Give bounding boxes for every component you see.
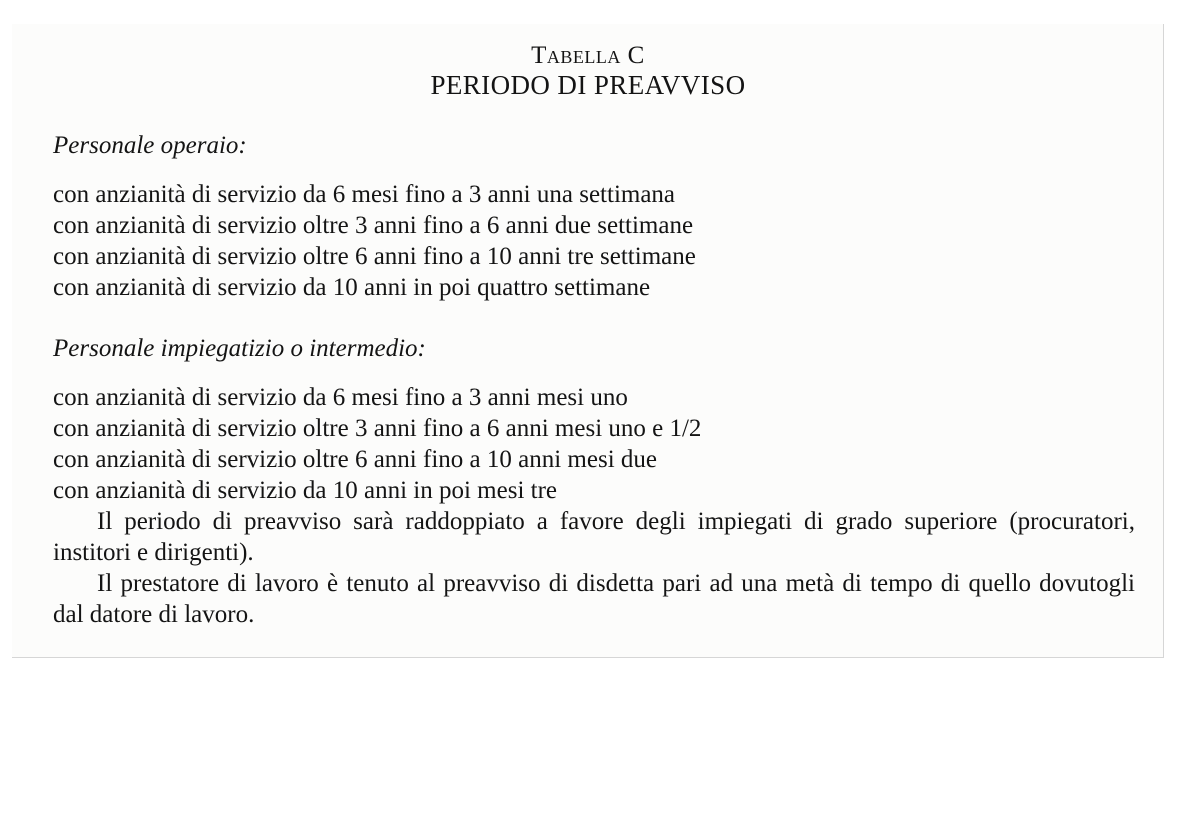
table-title: PERIODO DI PREAVVISO [430,70,746,100]
table-label: Tabella C [531,42,645,69]
paragraph-double-notice: Il periodo di preavviso sarà raddoppiato a favore degli impiegati di grado superiore (procuratori, institori e dirigenti). [53,508,1135,566]
section-title-operai: Personale operaio: [53,132,247,159]
notice-line: con anzianità di servizio da 6 mesi fino a 3 anni una settimana [53,181,676,208]
notice-list-operai [53,179,696,303]
notice-line: con anzianità di servizio oltre 6 anni fino a 10 anni mesi due [53,446,657,473]
notice-line: con anzianità di servizio oltre 6 anni fino a 10 anni tre settimane [53,243,696,270]
notice-list-impiegati [53,382,701,506]
section-title-impiegati: Personale impiegatizio o intermedio: [53,335,426,362]
paragraph-employee-notice: Il prestatore di lavoro è tenuto al preavviso di disdetta pari ad una metà di tempo di quello dovutogli dal datore di lavoro. [53,570,1135,628]
notice-line: con anzianità di servizio da 10 anni in poi mesi tre [53,477,558,504]
notice-line: con anzianità di servizio oltre 3 anni fino a 6 anni due settimane [53,212,694,239]
notice-line: con anzianità di servizio da 10 anni in poi quattro settimane [53,274,651,301]
notice-line: con anzianità di servizio da 6 mesi fino a 3 anni mesi uno [53,384,628,411]
scanned-page [12,24,1164,658]
notice-line: con anzianità di servizio oltre 3 anni fino a 6 anni mesi uno e 1/2 [53,415,702,442]
